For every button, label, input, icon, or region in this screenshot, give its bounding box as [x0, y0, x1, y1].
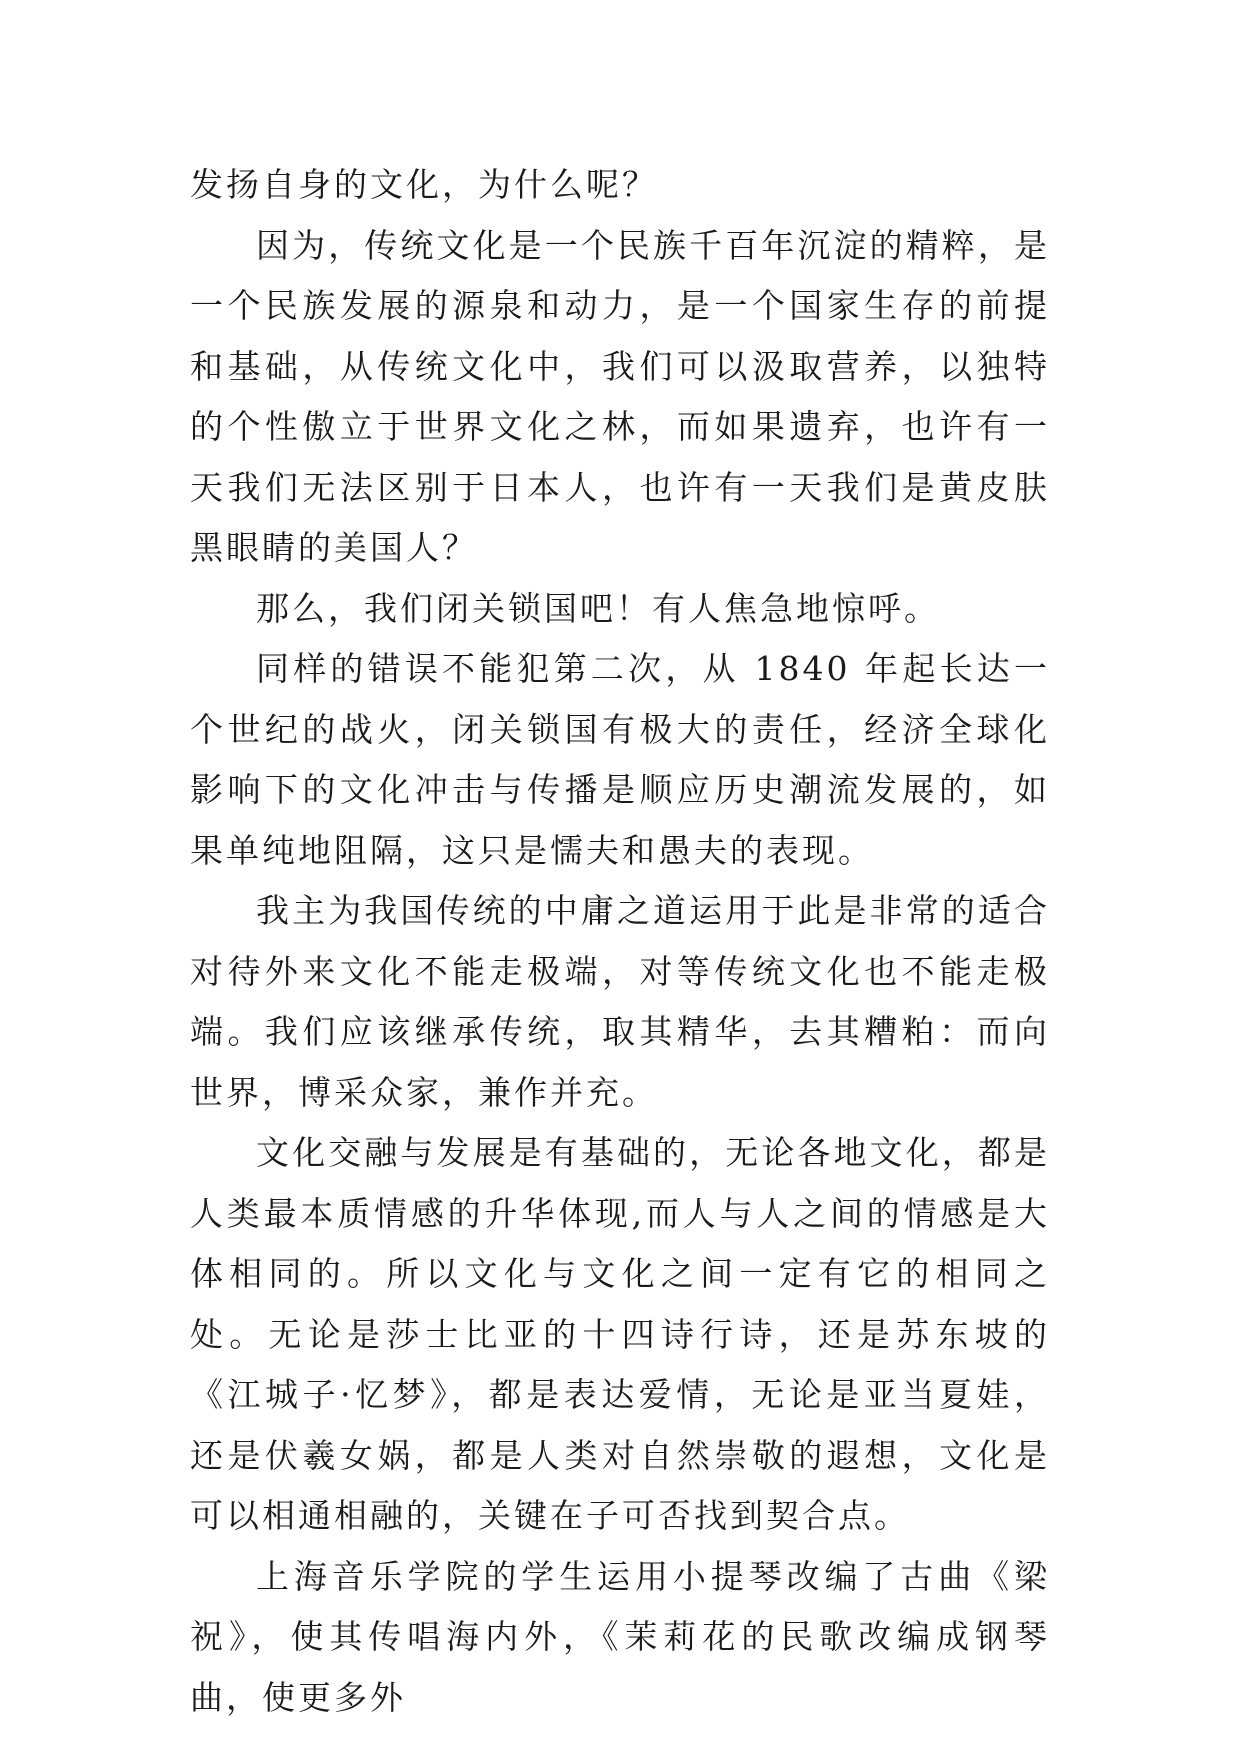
paragraph-1: 发扬自身的文化，为什么呢？	[190, 165, 658, 204]
paragraph-5: 我主为我国传统的中庸之道运用于此是非常的适合对待外来文化不能走极端，对等传统文化也不能走极端。我们应该继承传统，取其精华，去其糟粕：而向世界，博采众家，兼作并充。	[190, 891, 1050, 1112]
paragraph-7: 上海音乐学院的学生运用小提琴改编了古曲《梁祝》，使其传唱海内外，《茉莉花的民歌改编成钢琴曲，使更多外	[190, 1556, 1050, 1717]
paragraph-3: 那么，我们闭关锁国吧！有人焦急地惊呼。	[256, 588, 940, 628]
body-text	[190, 155, 1050, 1728]
paragraph-6: 文化交融与发展是有基础的，无论各地文化，都是人类最本质情感的升华体现,而人与人之间的情感是大体相同的。所以文化与文化之间一定有它的相同之处。无论是莎士比亚的十四诗行诗，还是苏东坡的《江城子·忆梦》，都是表达爱情，无论是亚当夏娃，还是伏羲女娲，都是人类对自然崇敬的遐想，文化是可以相通相融的，关键在子可否找到契合点。	[190, 1133, 1050, 1535]
paragraph-2: 因为，传统文化是一个民族千百年沉淀的精粹，是一个民族发展的源泉和动力，是一个国家生存的前提和基础，从传统文化中，我们可以汲取营养，以独特的个性傲立于世界文化之林，而如果遗弃，也许有一天我们无法区别于日本人，也许有一天我们是黄皮肤黑眼睛的美国人？	[190, 225, 1050, 567]
paragraph-4: 同样的错误不能犯第二次，从 1840 年起长达一个世纪的战火，闭关锁国有极大的责任，经济全球化影响下的文化冲击与传播是顺应历史潮流发展的，如果单纯地阻隔，这只是懦夫和愚夫的表现。	[190, 649, 1050, 870]
